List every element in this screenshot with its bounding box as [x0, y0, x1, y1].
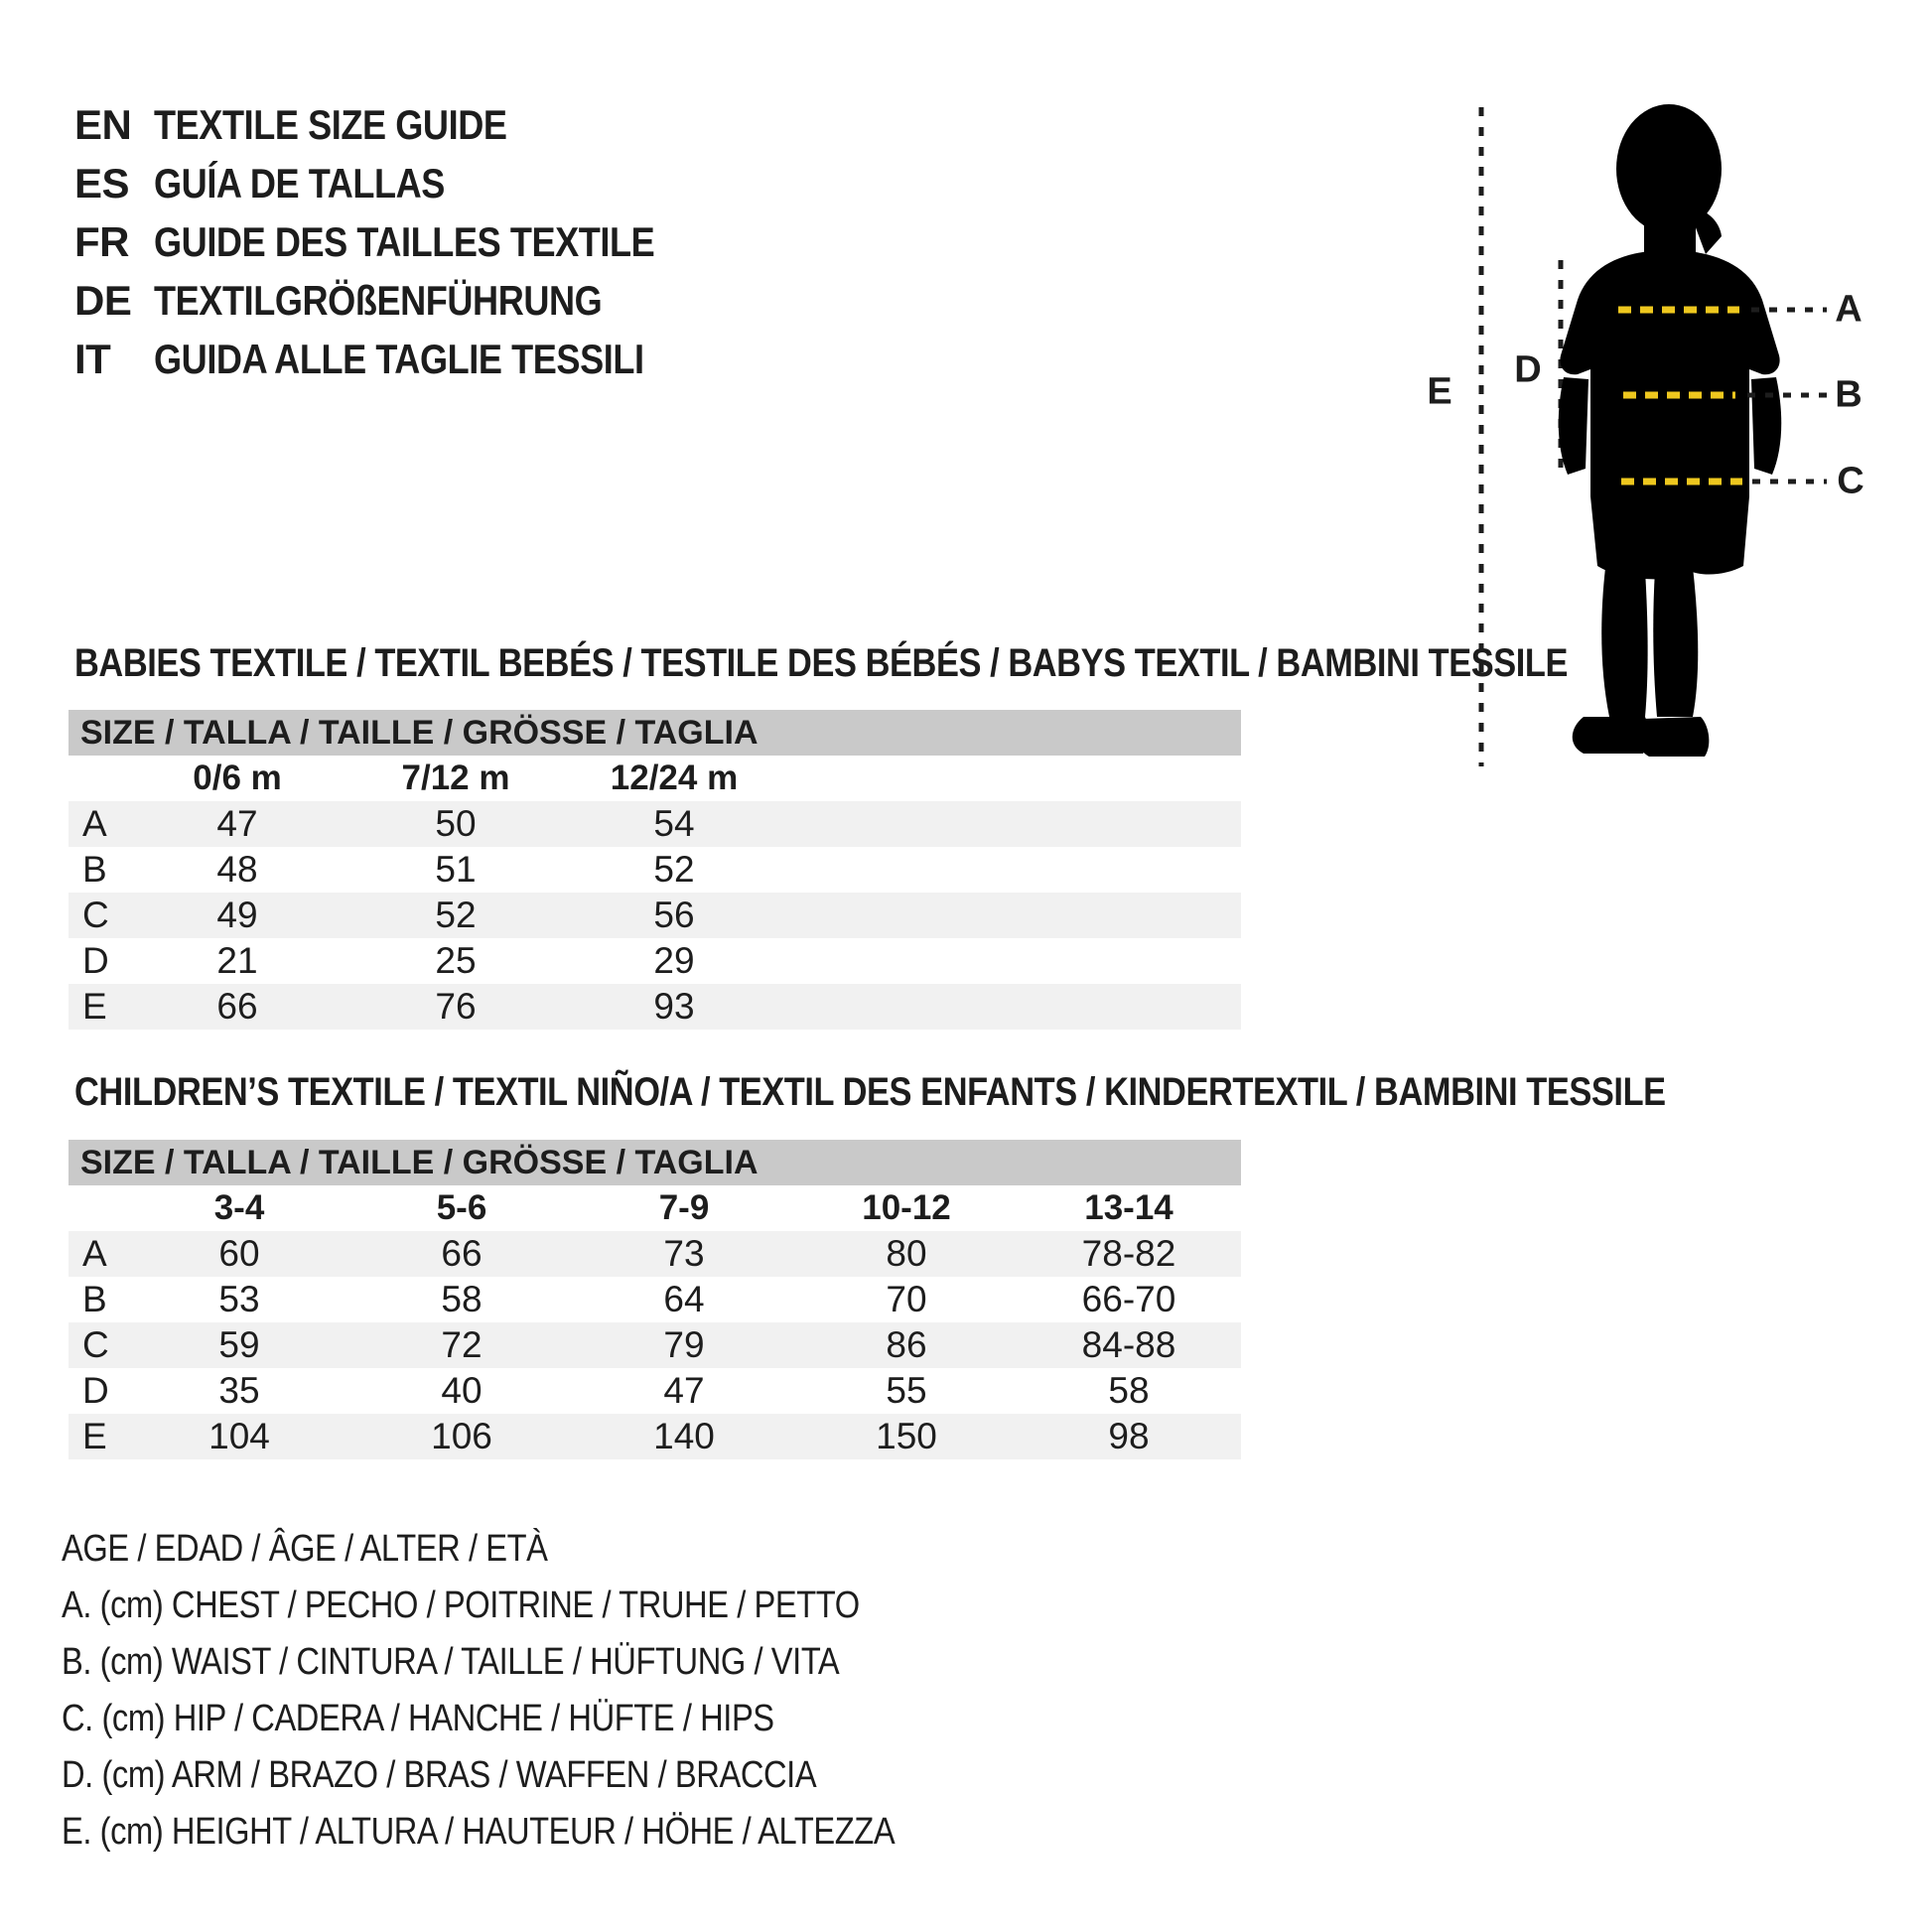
cell: 49: [216, 895, 258, 935]
babies-column-header-row: [69, 756, 1241, 801]
table-row: [69, 1322, 1241, 1368]
cell: 72: [441, 1324, 483, 1365]
measurement-legend: [62, 1521, 1031, 1861]
babies-col-0-6m: 0/6 m: [193, 759, 282, 797]
cell: 58: [1108, 1370, 1150, 1411]
lang-row-es: [74, 154, 736, 212]
row-label-e: E: [82, 1416, 107, 1456]
babies-col-7-12m: 7/12 m: [401, 759, 510, 797]
babies-size-table: [69, 710, 1241, 1030]
legend-age: [62, 1521, 1031, 1578]
figure-label-a: A: [1835, 288, 1863, 331]
cell: 25: [435, 940, 477, 981]
legend-waist-text: B. (cm) WAIST / CINTURA / TAILLE / HÜFTUNG / VITA: [62, 1641, 840, 1683]
legend-chest: [62, 1578, 1031, 1634]
lang-code: ES: [74, 159, 130, 207]
cell: 59: [218, 1324, 260, 1365]
row-label-c: C: [82, 1324, 109, 1365]
cell: 64: [663, 1279, 705, 1319]
table-row: [69, 1368, 1241, 1414]
cell: 66: [441, 1233, 483, 1274]
cell: 52: [653, 849, 695, 890]
cell: 79: [663, 1324, 705, 1365]
cell: 54: [653, 803, 695, 844]
legend-chest-text: A. (cm) CHEST / PECHO / POITRINE / TRUHE / PETTO: [62, 1585, 860, 1626]
cell: 80: [886, 1233, 927, 1274]
babies-col-12-24m: 12/24 m: [610, 759, 739, 797]
table-row: [69, 1277, 1241, 1322]
table-row: [69, 1414, 1241, 1459]
row-label-a: A: [82, 1233, 107, 1274]
lang-code: FR: [74, 217, 129, 265]
cell: 106: [431, 1416, 492, 1456]
empty-corner-cell: [69, 756, 128, 801]
cell: 140: [653, 1416, 715, 1456]
children-section-heading: [74, 1070, 1925, 1115]
children-col-10-12: 10-12: [862, 1188, 951, 1227]
cell: 66: [216, 986, 258, 1027]
measurement-figure: [1390, 60, 1932, 824]
legend-arm: [62, 1747, 1031, 1804]
row-label-e: E: [82, 986, 107, 1027]
row-label-c: C: [82, 895, 109, 935]
cell: 40: [441, 1370, 483, 1411]
cell: 98: [1108, 1416, 1150, 1456]
cell: 35: [218, 1370, 260, 1411]
legend-waist: [62, 1634, 1031, 1691]
table-row: [69, 1231, 1241, 1277]
table-row: [69, 801, 1241, 847]
cell: 48: [216, 849, 258, 890]
figure-label-e: E: [1427, 370, 1452, 413]
children-col-7-9: 7-9: [658, 1188, 710, 1227]
guide-title-en: TEXTILE SIZE GUIDE: [154, 100, 507, 148]
legend-age-text: AGE / EDAD / ÂGE / ALTER / ETÀ: [62, 1528, 548, 1570]
cell: 21: [216, 940, 258, 981]
lang-code: IT: [74, 335, 111, 382]
guide-title-fr: GUIDE DES TAILLES TEXTILE: [154, 217, 655, 265]
cell: 55: [886, 1370, 927, 1411]
row-label-d: D: [82, 1370, 109, 1411]
legend-height-text: E. (cm) HEIGHT / ALTURA / HAUTEUR / HÖHE / ALTEZZA: [62, 1811, 896, 1853]
figure-label-d: D: [1514, 348, 1542, 391]
children-col-5-6: 5-6: [436, 1188, 487, 1227]
cell: 58: [441, 1279, 483, 1319]
cell: 76: [435, 986, 477, 1027]
legend-height: [62, 1804, 1031, 1861]
cell: 84-88: [1081, 1324, 1176, 1365]
cell: 50: [435, 803, 477, 844]
guide-title-es: GUÍA DE TALLAS: [154, 159, 445, 207]
row-label-b: B: [82, 849, 107, 890]
row-label-d: D: [82, 940, 109, 981]
lang-row-it: [74, 330, 736, 388]
legend-arm-text: D. (cm) ARM / BRAZO / BRAS / WAFFEN / BRACCIA: [62, 1754, 817, 1796]
row-label-a: A: [82, 803, 107, 844]
cell: 52: [435, 895, 477, 935]
cell: 47: [216, 803, 258, 844]
babies-size-header-text: SIZE / TALLA / TAILLE / GRÖSSE / TAGLIA: [80, 714, 759, 752]
lang-row-fr: [74, 212, 736, 271]
cell: 56: [653, 895, 695, 935]
cell: 51: [435, 849, 477, 890]
babies-heading-text: BABIES TEXTILE / TEXTIL BEBÉS / TESTILE DES BÉBÉS / BABYS TEXTIL / BAMBINI TESSILE: [74, 641, 1569, 685]
children-column-header-row: [69, 1185, 1241, 1231]
legend-hip: [62, 1691, 1031, 1747]
children-size-table: [69, 1140, 1241, 1459]
table-row: [69, 847, 1241, 893]
child-silhouette-diagram: [1390, 60, 1932, 824]
cell: 53: [218, 1279, 260, 1319]
guide-title-de: TEXTILGRÖßENFÜHRUNG: [154, 276, 603, 324]
row-label-b: B: [82, 1279, 107, 1319]
lang-row-de: [74, 271, 736, 330]
lang-row-en: [74, 95, 736, 154]
legend-hip-text: C. (cm) HIP / CADERA / HANCHE / HÜFTE / HIPS: [62, 1698, 774, 1739]
lang-code: DE: [74, 276, 132, 324]
children-col-3-4: 3-4: [213, 1188, 265, 1227]
cell: 66-70: [1081, 1279, 1176, 1319]
cell: 60: [218, 1233, 260, 1274]
cell: 150: [876, 1416, 937, 1456]
cell: 73: [663, 1233, 705, 1274]
cell: 29: [653, 940, 695, 981]
figure-label-c: C: [1837, 460, 1864, 502]
table-row: [69, 938, 1241, 984]
babies-section-heading: [74, 641, 1811, 686]
table-row: [69, 984, 1241, 1030]
cell: 86: [886, 1324, 927, 1365]
cell: 104: [208, 1416, 270, 1456]
cell: 70: [886, 1279, 927, 1319]
empty-corner-cell: [69, 1185, 128, 1231]
babies-size-header-bar: [69, 710, 1241, 756]
cell: 78-82: [1081, 1233, 1176, 1274]
lang-code: EN: [74, 100, 132, 148]
guide-title-it: GUIDA ALLE TAGLIE TESSILI: [154, 335, 644, 382]
children-col-13-14: 13-14: [1084, 1188, 1173, 1227]
cell: 47: [663, 1370, 705, 1411]
children-heading-text: CHILDREN’S TEXTILE / TEXTIL NIÑO/A / TEXTIL DES ENFANTS / KINDERTEXTIL / BAMBINI TESSILE: [74, 1070, 1666, 1114]
table-row: [69, 893, 1241, 938]
children-size-header-text: SIZE / TALLA / TAILLE / GRÖSSE / TAGLIA: [80, 1144, 759, 1181]
children-size-header-bar: [69, 1140, 1241, 1185]
cell: 93: [653, 986, 695, 1027]
figure-label-b: B: [1835, 373, 1863, 416]
language-title-list: [74, 95, 736, 388]
